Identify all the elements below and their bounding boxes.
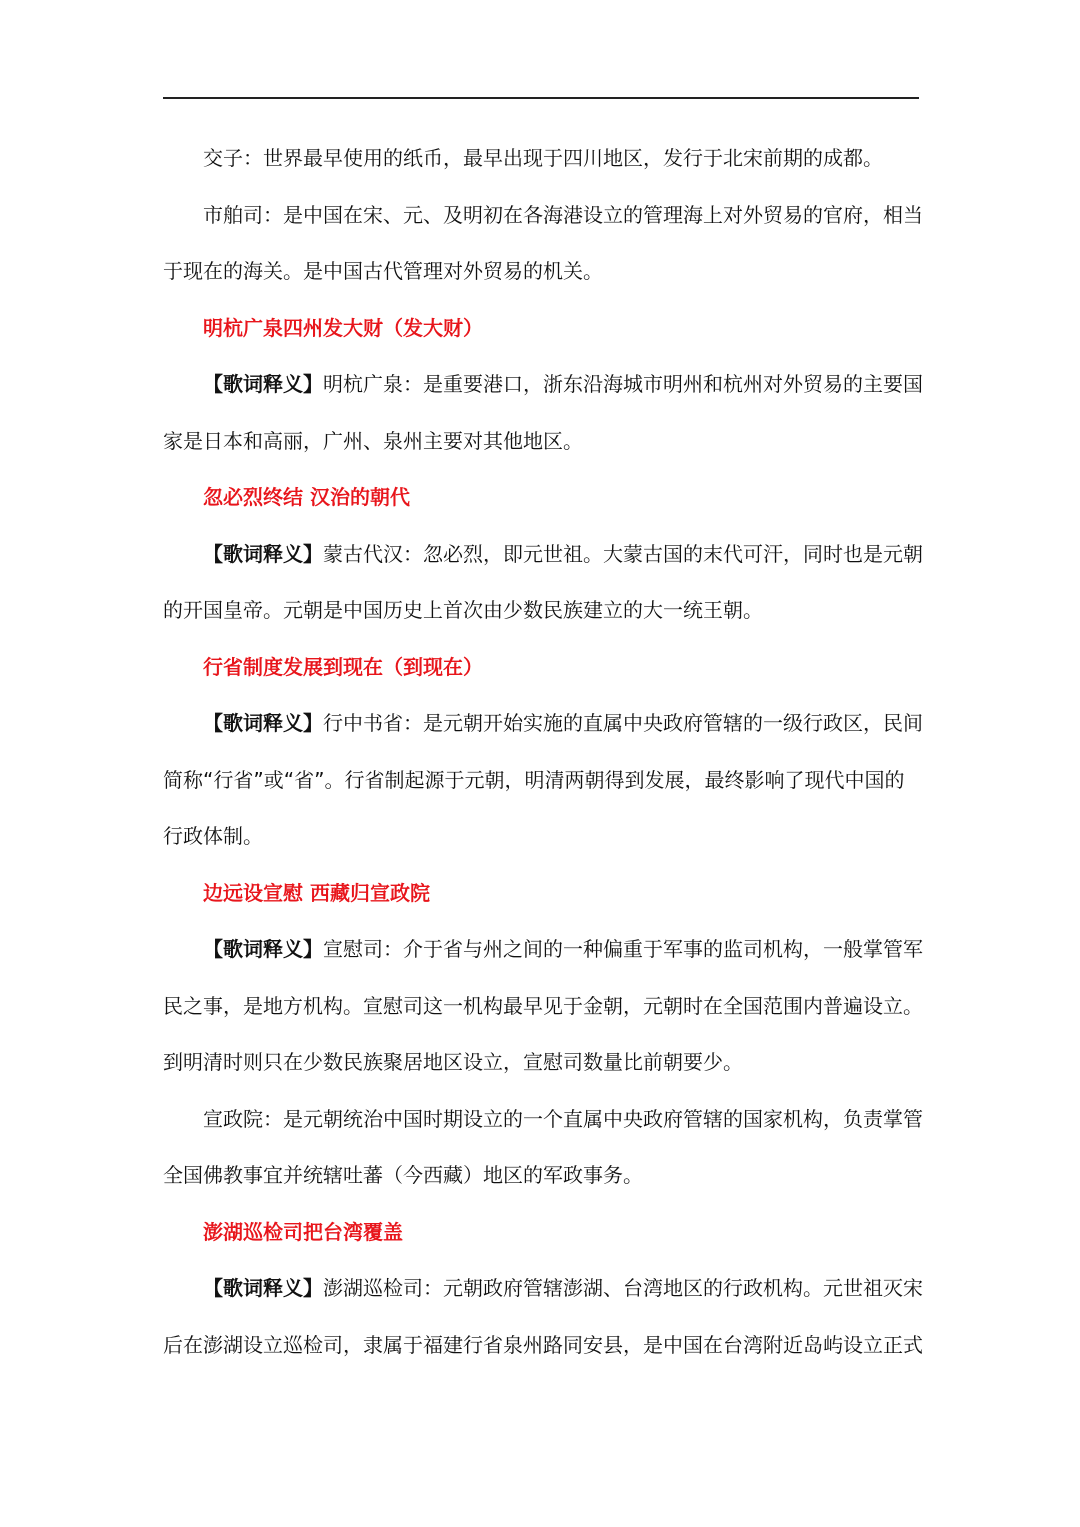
paragraph-xuanzhengyuan: 宣政院：是元朝统治中国时期设立的一个直属中央政府管辖的国家机构，负责掌管全国佛教事宜并统辖吐蕃（今西藏）地区的军政事务。 [163, 1106, 923, 1187]
document-body [163, 130, 923, 1373]
paragraph-lyric-explanation: 【歌词释义】宣慰司：介于省与州之间的一种偏重于军事的监司机构，一般掌管军民之事，是地方机构。宣慰司这一机构最早见于金朝，元朝时在全国范围内普遍设立。到明清时则只在少数民族聚居地区设立，宣慰司数量比前朝要少。 [163, 937, 923, 1074]
lyric-title: 边远设宣慰 西藏归宣政院 [203, 880, 430, 905]
lyric-title: 忽必烈终结 汉治的朝代 [203, 485, 410, 509]
header-rule [163, 97, 919, 99]
lyric-title: 明杭广泉四州发大财（发大财） [203, 315, 483, 340]
lyric-title: 行省制度发展到现在（到现在） [203, 654, 483, 679]
paragraph-jiaozi: 交子：世界最早使用的纸币，最早出现于四川地区，发行于北宋前期的成都。 [203, 146, 883, 170]
paragraph-lyric-explanation: 【歌词释义】蒙古代汉：忽必烈，即元世祖。大蒙古国的末代可汗，同时也是元朝的开国皇帝。元朝是中国历史上首次由少数民族建立的大一统王朝。 [163, 541, 923, 622]
paragraph-lyric-explanation: 【歌词释义】行中书省：是元朝开始实施的直属中央政府管辖的一级行政区，民间简称“行省”或“省”。行省制起源于元朝，明清两朝得到发展，最终影响了现代中国的行政体制。 [163, 711, 923, 848]
paragraph-lyric-explanation: 【歌词释义】明杭广泉：是重要港口，浙东沿海城市明州和杭州对外贸易的主要国家是日本和高丽，广州、泉州主要对其他地区。 [163, 372, 923, 453]
paragraph-lyric-explanation: 【歌词释义】澎湖巡检司：元朝政府管辖澎湖、台湾地区的行政机构。元世祖灭宋后在澎湖设立巡检司，隶属于福建行省泉州路同安县，是中国在台湾附近岛屿设立正式 [163, 1276, 923, 1357]
paragraph-shibosi: 市舶司：是中国在宋、元、及明初在各海港设立的管理海上对外贸易的官府，相当于现在的海关。是中国古代管理对外贸易的机关。 [163, 202, 923, 283]
lyric-title: 澎湖巡检司把台湾覆盖 [203, 1219, 403, 1244]
